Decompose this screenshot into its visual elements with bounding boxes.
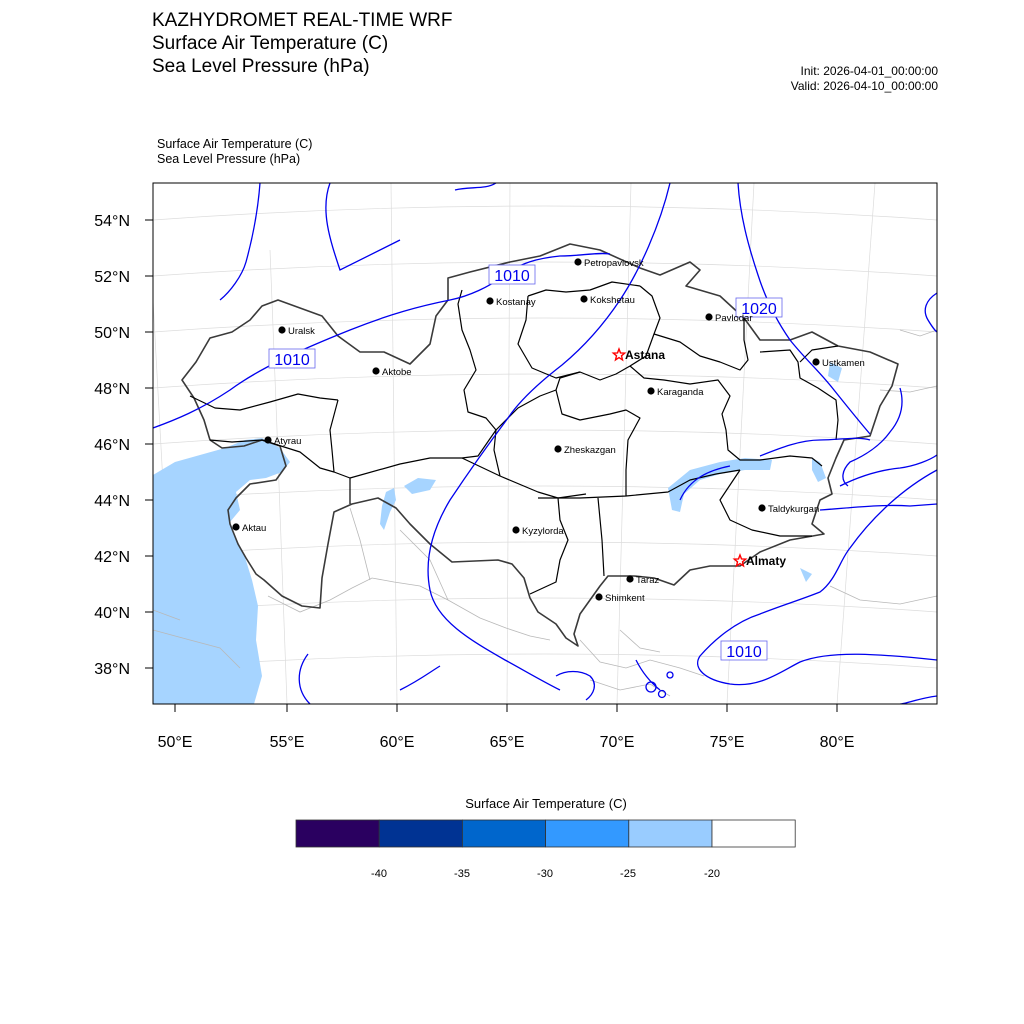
city-dot-icon (580, 295, 587, 302)
balkhash-lake (668, 458, 772, 512)
colorbar-label: -25 (620, 868, 636, 880)
colorbar-swatch (629, 820, 712, 847)
colorbar-swatch (546, 820, 629, 847)
lat-tick-label: 52°N (94, 269, 130, 286)
colorbar-label: -30 (537, 868, 553, 880)
city-karaganda (647, 387, 704, 398)
city-label: Aktau (242, 523, 267, 534)
city-taldykurgan (758, 504, 819, 515)
city-pavlodar (705, 313, 752, 324)
city-kyzylorda (512, 526, 564, 537)
city-dot-icon (372, 367, 379, 374)
main-title: KAZHYDROMET REAL-TIME WRF (152, 10, 453, 31)
city-dot-icon (595, 593, 602, 600)
lat-tick-label: 46°N (94, 437, 130, 454)
city-label: Kostanay (496, 297, 536, 308)
colorbar-labels (371, 868, 720, 880)
city-dot-icon (705, 313, 712, 320)
city-label: Aktobe (382, 367, 412, 378)
lat-tick-label: 48°N (94, 381, 130, 398)
city-dot-icon (264, 436, 271, 443)
colorbar-swatch (712, 820, 795, 847)
lat-tick-label: 54°N (94, 213, 130, 230)
valid-time: Valid: 2026-04-10_00:00:00 (790, 79, 938, 93)
colorbar-swatch (379, 820, 462, 847)
city-dot-icon (758, 504, 765, 511)
plot-header-temperature: Surface Air Temperature (C) (157, 137, 313, 151)
city-label: Shimkent (605, 593, 645, 604)
colorbar-label: -20 (704, 868, 720, 880)
colorbar-swatch (296, 820, 379, 847)
city-taraz (626, 575, 659, 586)
city-label: Uralsk (288, 326, 315, 337)
city-label: Petropavlovsk (584, 258, 644, 269)
lon-tick-label: 65°E (489, 734, 525, 751)
map-area (153, 183, 937, 704)
city-label: Pavlodar (715, 313, 753, 324)
lon-tick-label: 50°E (157, 734, 193, 751)
main-subtitle-pressure: Sea Level Pressure (hPa) (152, 56, 370, 77)
lon-tick-label: 80°E (819, 734, 855, 751)
city-label: Kyzylorda (522, 526, 564, 537)
main-subtitle-temperature: Surface Air Temperature (C) (152, 33, 389, 54)
isobar-label: 1010 (726, 644, 762, 661)
city-dot-icon (812, 358, 819, 365)
city-kostanay (486, 297, 535, 308)
city-aktau (232, 523, 266, 534)
lat-tick-label: 44°N (94, 493, 130, 510)
isobar-label: 1010 (494, 268, 530, 285)
city-dot-icon (278, 326, 285, 333)
capital-star-icon (613, 349, 624, 360)
lon-tick-label: 60°E (379, 734, 415, 751)
city-dot-icon (626, 575, 633, 582)
city-uralsk (278, 326, 315, 337)
lat-tick-label: 42°N (94, 549, 130, 566)
lat-tick-label: 40°N (94, 605, 130, 622)
city-label: Taldykurgan (768, 504, 820, 515)
city-dot-icon (486, 297, 493, 304)
city-dot-icon (554, 445, 561, 452)
isobar-label: 1010 (274, 352, 310, 369)
lat-tick-label: 50°N (94, 325, 130, 342)
city-dot-icon (232, 523, 239, 530)
caspian-sea (153, 438, 290, 704)
lon-tick-label: 55°E (269, 734, 305, 751)
colorbar-label: -40 (371, 868, 387, 880)
colorbar-title: Surface Air Temperature (C) (465, 796, 627, 811)
lon-tick-label: 75°E (709, 734, 745, 751)
city-label: Kokshetau (590, 295, 635, 306)
city-label: Taraz (636, 575, 660, 586)
colorbar-label: -35 (454, 868, 470, 880)
city-ustkamen (812, 358, 864, 369)
capital-star-icon (734, 555, 745, 566)
city-zheskazgan (554, 445, 615, 456)
city-astana (613, 348, 665, 362)
lon-tick-label: 70°E (599, 734, 635, 751)
city-petropavlovsk (574, 258, 644, 269)
plot-header-pressure: Sea Level Pressure (hPa) (157, 152, 301, 166)
isobar-label: 1020 (741, 301, 777, 318)
aral-sea (380, 488, 396, 530)
city-label: Atyrau (274, 436, 302, 447)
city-label: Karaganda (657, 387, 704, 398)
city-label: Almaty (746, 554, 787, 568)
lat-tick-label: 38°N (94, 661, 130, 678)
city-kokshetau (580, 295, 635, 306)
city-dot-icon (512, 526, 519, 533)
colorbar-swatch (462, 820, 545, 847)
neighbor-borders (153, 330, 937, 696)
city-label: Astana (625, 348, 666, 362)
city-label: Ustkamen (822, 358, 865, 369)
city-dot-icon (574, 258, 581, 265)
city-label: Zheskazgan (564, 445, 616, 456)
init-time: Init: 2026-04-01_00:00:00 (800, 64, 938, 78)
colorbar (296, 820, 795, 847)
city-dot-icon (647, 387, 654, 394)
city-almaty (734, 554, 786, 568)
